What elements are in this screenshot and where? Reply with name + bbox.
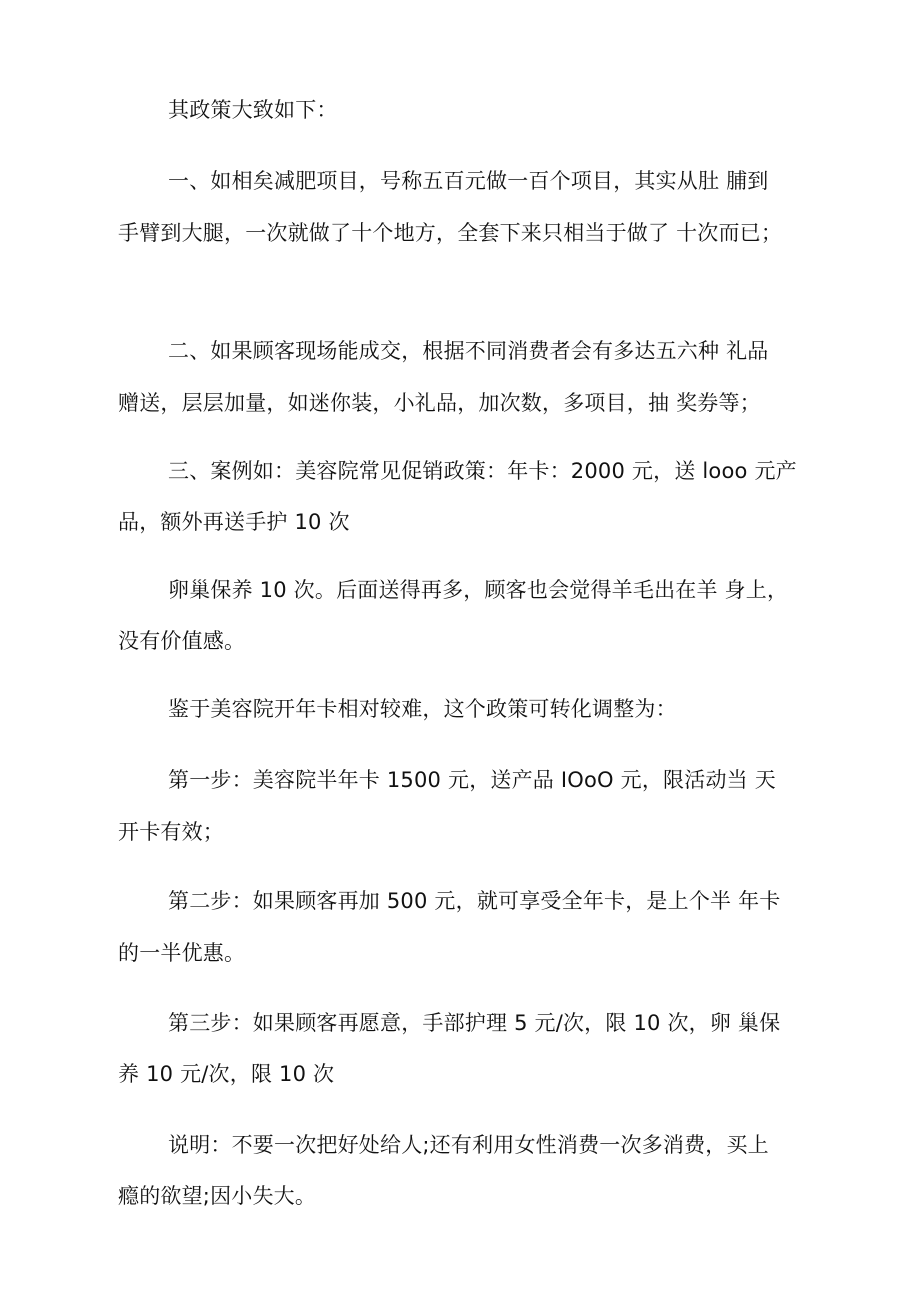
step-three-line-2: 养 10 元/次，限 10 次 — [118, 1062, 335, 1086]
ovary-care-line-1: 卵巢保养 10 次。后面送得再多，顾客也会觉得羊毛出在羊 身上， — [168, 578, 789, 602]
adjustment-line: 鉴于美容院开年卡相对较难，这个政策可转化调整为： — [168, 697, 677, 721]
ovary-care-line-2: 没有价值感。 — [118, 629, 246, 653]
item-one-line-1: 一、如相矣减肥项目，号称五百元做一百个项目，其实从肚 脯到 — [168, 169, 769, 193]
note-line-1: 说明：不要一次把好处给人;还有利用女性消费一次多消费，买上 — [168, 1133, 769, 1157]
step-one-line-1: 第一步：美容院半年卡 1500 元，送产品 IOoO 元，限活动当 天 — [168, 768, 776, 792]
step-one-line-2: 开卡有效； — [118, 820, 224, 844]
step-three-line-1: 第三步：如果顾客再愿意，手部护理 5 元/次，限 10 次，卵 巢保 — [168, 1011, 781, 1035]
note-line-2: 瘾的欲望;因小失大。 — [118, 1184, 317, 1208]
item-two-line-1: 二、如果顾客现场能成交，根据不同消费者会有多达五六种 礼品 — [168, 339, 769, 363]
item-three-line-2: 品，额外再送手护 10 次 — [118, 510, 350, 534]
item-one-line-2: 手臂到大腿，一次就做了十个地方，全套下来只相当于做了 十次而已； — [118, 221, 783, 245]
item-two-line-2: 赠送，层层加量，如迷你装，小礼品，加次数，多项目，抽 奖券等； — [118, 391, 761, 415]
step-two-line-1: 第二步：如果顾客再加 500 元，就可享受全年卡，是上个半 年卡 — [168, 889, 781, 913]
intro-line: 其政策大致如下： — [168, 98, 338, 122]
step-two-line-2: 的一半优惠。 — [118, 941, 246, 965]
item-three-line-1: 三、案例如：美容院常见促销政策：年卡：2000 元，送 looo 元产 — [168, 459, 797, 483]
